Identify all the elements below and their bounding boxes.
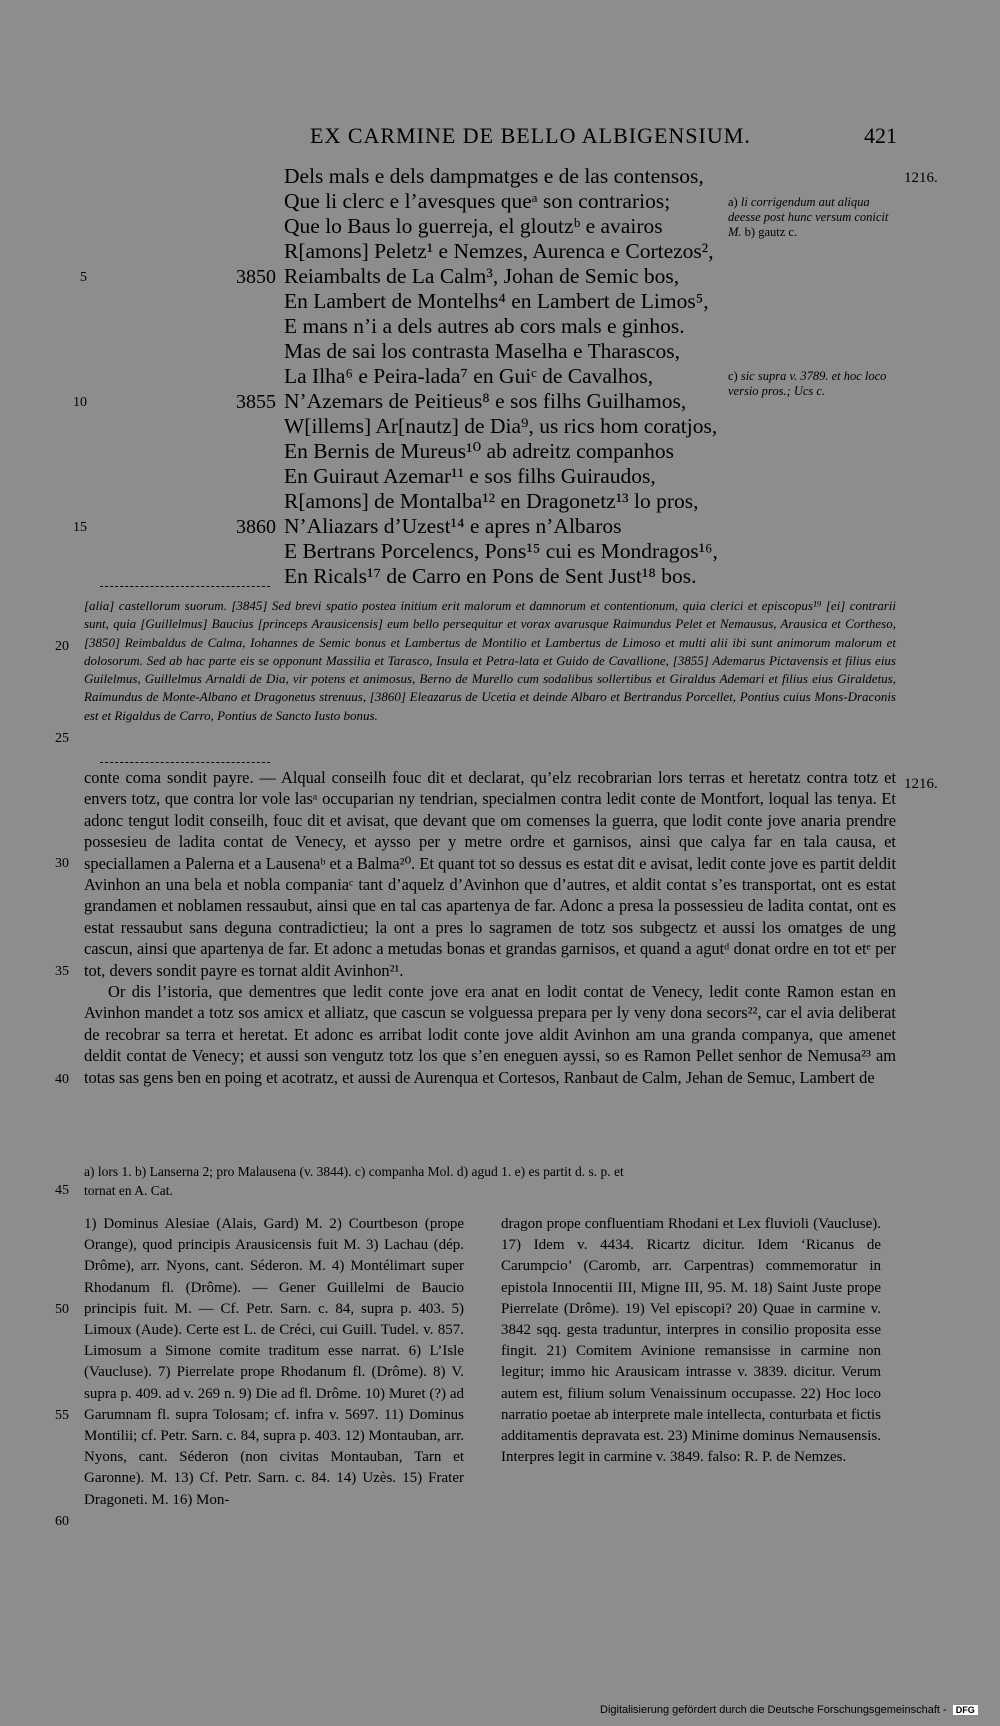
verse-line: W[illems] Ar[nautz] de Dia⁹, us rics hom coratjos, (284, 414, 718, 438)
latin-translation: [alia] castellorum suorum. [3845] Sed brevi spatio postea initium erit malorum et damnorum et contentionum, quia clerici et episcopus¹⁹ [ei] contrarii sunt, quia [Guillelmus] Baucius [princeps Arausicensis] eum bello persequitur et vorax avarusque Raimundus Pelet et Nemausus, Arausica et Cortheso, [3850] Reimbaldus de Calma, Iohannes de Semic bonus et Lambertus de Montilio et Lambertus de Limoso et multi alii ibi sunt animorum malorum et dolosorum. Sed ab hac parte eis se opponunt Massilia et Tarasco, Insula et Petra-lata et Guido de Cavallione, [3855] Ademarus Pictavensis et filius eius Guilelmus, Guillelmus Arnaldi de Dia, vir potens et animosus, Berno de Murello cum sodalibus sollertibus et Giraldus Ademari et filius eius Giraldetus, Raimundus de Monte-Albano et Dragonetus strenuus, [3860] Eleazarus de Ucetia et deinde Albaro et Bertrandus Porcellet, Pontius cuius Mons-Draconis est et Rigaldus de Carro, Pontius de Sancto Iusto bonus. (84, 598, 896, 723)
side-note-text: sic supra v. 3789. et hoc loco versio pros.; Ucs c. (728, 369, 887, 398)
dfg-logo: DFG (953, 1705, 978, 1715)
footnotes-right-column: dragon prope confluentiam Rhodani et Lex fluvioli (Vaucluse). 17) Idem v. 4434. Ricartz dicitur. Idem ‘Ricanus de Carumpcio’ (Caromb, arr. Carpentras) commemoratur in epistola Innocentii III, Migne III, 95. M. 18) Saint Juste prope Pierrelate (Drôme). 19) Vel episcopi? 20) Quae in carmine v. 3842 sqq. gesta traduntur, interpres in consilio proposita esse fingit. 21) Comitem Avinione remansisse in carmine non legitur; immo hic Arausicam intrasse v. 3839. dicitur. Verum autem est, filium solum Venaissinum occupasse. 22) Hoc loco narratio poetae ab interprete male intellecta, conturbata et fictis additamentis depravata est. 23) Minime dominus Nemausensis. Interpres legit in carmine v. 3849. falso: R. P. de Nemzes. (501, 1216, 881, 1466)
digitization-credit (600, 1704, 978, 1716)
side-note-label: b) (744, 225, 756, 239)
separator-rule (100, 586, 270, 587)
line-number: 50 (55, 1302, 69, 1317)
verse-line: En Lambert de Montelhs⁴ en Lambert de Limos⁵, (284, 289, 709, 313)
separator-rule (100, 762, 270, 763)
apparatus-line: a) lors 1. b) Lanserna 2; pro Malausena (v. 3844). c) companha Mol. d) agud 1. e) es partit d. s. p. et (84, 1164, 624, 1179)
side-note-text: li corrigendum aut aliqua deesse post hunc versum conicit M. (728, 195, 889, 239)
apparatus-line: tornat en A. Cat. (84, 1183, 173, 1198)
prose-text (84, 767, 896, 1088)
verse-line: N’Azemars de Peitieus⁸ e sos filhs Guilhamos, (284, 389, 687, 413)
line-number: 30 (55, 856, 69, 871)
line-number: 55 (55, 1408, 69, 1423)
side-note-text: gautz c. (758, 225, 798, 239)
prose-paragraph: Or dis l’istoria, que dementres que ledit conte jove era anat en lodit contat de Venecy, ledit conte Ramon estan en Avinhon mandet a totz sos amicx et alliatz, que cascun se volguessa prepara per ly veny dona secors²², car el avia deliberat de recobrar sa terra et heretat. Et adonc es arribat lodit conte jove aldit Avinhon am una granda companya, que amenet deldit contat de Venecy; et aussi son vengutz totz los que s’en eneguen ayssi, so es Ramon Pellet senhor de Nemusa²³ am totas sas gens ben en poing et acotratz, et aussi de Aurenqua et Cortesos, Ranbaut de Calm, Jehan de Semuc, Lambert de (84, 982, 896, 1087)
verse-line: N’Aliazars d’Uzest¹⁴ e apres n’Albaros (284, 514, 622, 538)
year-marker: 1216. (904, 776, 938, 792)
credit-text: Digitalisierung gefördert durch die Deutsche Forschungsgemeinschaft - (600, 1704, 947, 1716)
line-number: 45 (55, 1183, 69, 1198)
running-header: EX CARMINE DE BELLO ALBIGENSIUM. (310, 123, 751, 148)
prose-paragraph: conte coma sondit payre. — Alqual conseilh fouc dit et declarat, qu’elz recobrarian lors terras et heretatz contra totz et envers totz, que contra lor vole lasᵃ occuparian ny tendrian, specialmen contra ledit conte de Montfort, loqual las tenya. Et adonc tengut lodit conseilh, fouc dit et avisat, que devant que om comenses la guerra, que lodit conte jove anaria prendre possesieu de ladita contat de Venecy, et aysso per y metre ordre et garnisos, ainsi que calya far en tala causa, et speciallamen a Palerna et a Lausenaᵇ et a Balma²⁰. Et quant tot so dessus es estat dit e avisat, ledit conte jove es partit deldit Avinhon an una bela et nobla companiaᶜ tant d’aquelz d’Avinhon que d’autres, et aldit contat s’es transportat, ont es estat grandamen et noblamen ressaubut, ainsi que en tal cas apartenya de far. Adonc a presa la possessieu de ladita contat, ont es estat ressaubut sans deguna contradictieu; la ont a pres lo sagramen de totz sos subgectz et aussi los omatges de ung cascun, ainsi que apartenya de far. Et adonc a metudas bonas et grandas garnisos, et quand a agutᵈ donat ordre en tot etᵉ per tot, devers sondit payre es tornat aldit Avinhon²¹. (84, 768, 896, 980)
verse-line: En Ricals¹⁷ de Carro en Pons de Sent Just¹⁸ bos. (284, 564, 697, 588)
verse-line: En Bernis de Mureus¹⁰ ab adreitz companhos (284, 439, 675, 463)
line-number: 25 (55, 731, 69, 746)
page-number: 421 (864, 123, 897, 148)
verse-number: 3860 (236, 516, 276, 538)
verse-line: Dels mals e dels dampmatges e de las contensos, (284, 164, 704, 188)
line-number: 40 (55, 1072, 69, 1087)
verse-number: 3855 (236, 391, 276, 413)
verse-line: E Bertrans Porcelencs, Pons¹⁵ cui es Mondragos¹⁶, (284, 539, 718, 563)
side-note-label: c) (728, 369, 738, 383)
side-note-label: a) (728, 195, 738, 209)
verse-line: Que lo Baus lo guerreja, el gloutzᵇ e avairos (284, 214, 663, 238)
verse-line: E mans n’i a dels autres ab cors mals e ginhos. (284, 314, 685, 338)
verse-line: R[amons] Peletz¹ e Nemzes, Aurenca e Cortezos², (284, 239, 714, 263)
verse-line: Reiambalts de La Calm³, Johan de Semic bos, (284, 264, 680, 288)
verse-line: Mas de sai los contrasta Maselha e Tharascos, (284, 339, 681, 363)
verse-line: R[amons] de Montalba¹² en Dragonetz¹³ lo pros, (284, 489, 699, 513)
verse-line: En Guiraut Azemar¹¹ e sos filhs Guiraudos, (284, 464, 656, 488)
critical-apparatus (84, 1162, 896, 1200)
footnotes-left-column: 1) Dominus Alesiae (Alais, Gard) M. 2) Courtbeson (prope Orange), quod principis Arausicensis fuit M. 3) Lachau (dép. Drôme), arr. Nyons, cant. Séderon. M. 4) Montélimart super Rhodanum fl. (Drôme). — Gener Guillelmi de Baucio principis fuit. M. — Cf. Petr. Sarn. c. 84, supra p. 403. 5) Limoux (Aude). Certe est L. de Créci, cui Guill. Tudel. v. 857. Limosum a Simone comite traditum esse narrat. 6) L’Isle (Vaucluse). 7) Pierrelate prope Rhodanum fl. (Drôme). 8) V. supra p. 409. ad v. 269 n. 9) Die ad fl. Drôme. 10) Muret (?) ad Garumnam fl. supra Tolosam; cf. infra v. 5697. 11) Dominus Montilii; cf. Petr. Sarn. c. 84, supra p. 403. 12) Montauban, arr. Nyons, cant. Séderon (non civitas Montauban, Tarn et Garonne). M. 13) Cf. Petr. Sarn. c. 84. 14) Uzès. 15) Frater Dragoneti. M. 16) Mon- (84, 1216, 464, 1508)
side-note (728, 195, 898, 240)
line-number: 35 (55, 964, 69, 979)
verse-line: Que li clerc e l’avesques queᵃ son contrarios; (284, 189, 671, 213)
line-number: 60 (55, 1514, 69, 1529)
line-number: 20 (55, 639, 69, 654)
verse-number: 3850 (236, 266, 276, 288)
year-marker: 1216. (904, 170, 938, 186)
line-number: 10 (73, 395, 87, 410)
side-note (728, 369, 898, 399)
line-number: 5 (80, 270, 87, 285)
verse-line: La Ilha⁶ e Peira-lada⁷ en Guiᶜ de Cavalhos, (284, 364, 654, 388)
line-number: 15 (73, 520, 87, 535)
